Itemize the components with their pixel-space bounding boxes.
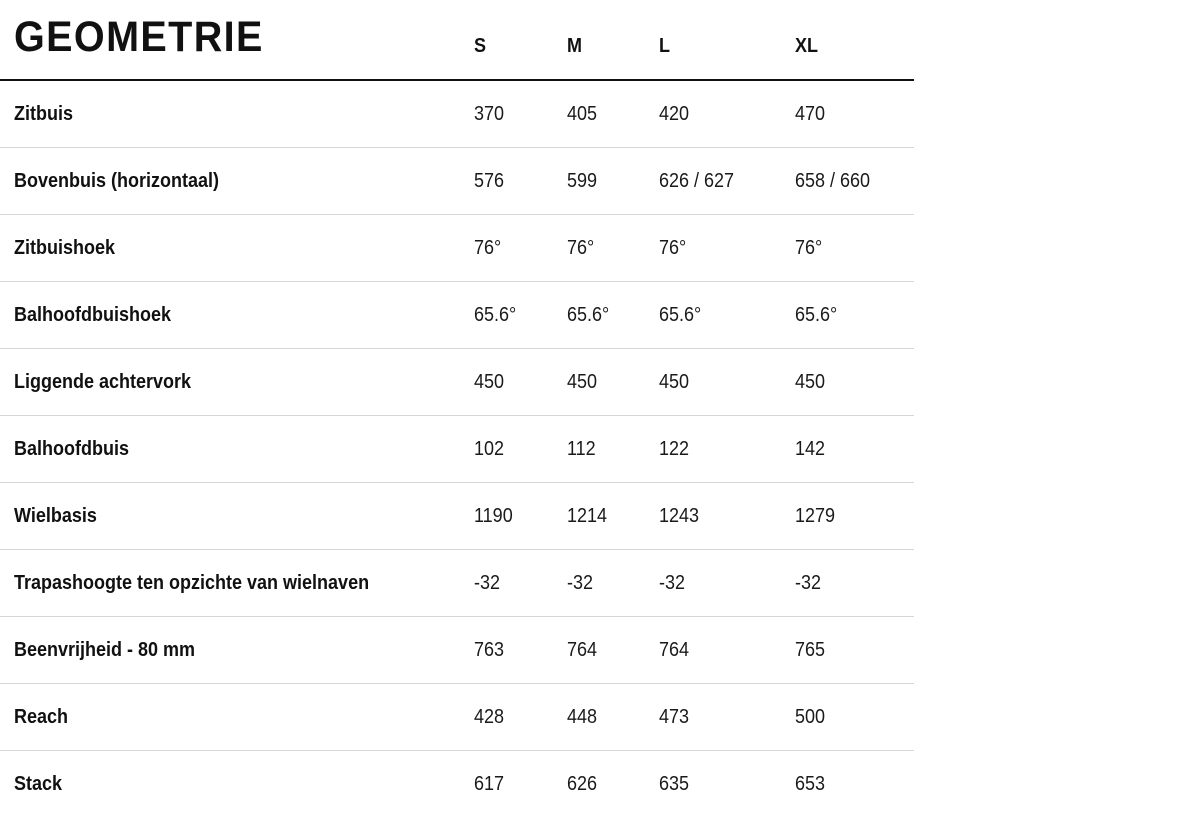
- value-m: -32: [567, 572, 594, 594]
- value-l: 122: [659, 438, 690, 460]
- value-s: 102: [474, 438, 505, 460]
- value-m: 405: [567, 103, 598, 125]
- value-xl: 658 / 660: [795, 170, 871, 192]
- value-xl: 450: [795, 371, 826, 393]
- value-m: 112: [567, 438, 596, 460]
- value-m: 448: [567, 706, 598, 728]
- size-header-l: L: [659, 35, 670, 57]
- value-xl: 653: [795, 773, 826, 795]
- row-label: Balhoofdbuishoek: [14, 304, 172, 326]
- value-l: 76°: [659, 237, 687, 259]
- value-xl: 76°: [795, 237, 823, 259]
- row-label: Trapashoogte ten opzichte van wielnaven: [14, 572, 370, 594]
- value-xl: 65.6°: [795, 304, 838, 326]
- value-s: 576: [474, 170, 505, 192]
- value-s: 1190: [474, 505, 513, 527]
- table-row: [0, 81, 914, 148]
- value-l: 626 / 627: [659, 170, 735, 192]
- row-label: Zitbuis: [14, 103, 73, 125]
- value-m: 599: [567, 170, 598, 192]
- value-m: 626: [567, 773, 598, 795]
- table-row: [0, 684, 914, 751]
- value-s: 763: [474, 639, 505, 661]
- row-label: Stack: [14, 773, 63, 795]
- table-row: [0, 148, 914, 215]
- row-label: Beenvrijheid - 80 mm: [14, 639, 196, 661]
- value-s: -32: [474, 572, 501, 594]
- value-xl: 470: [795, 103, 826, 125]
- value-m: 450: [567, 371, 598, 393]
- value-l: 450: [659, 371, 690, 393]
- table-header: [0, 0, 914, 81]
- table-row: [0, 550, 914, 617]
- size-header-m: M: [567, 35, 583, 57]
- row-label: Balhoofdbuis: [14, 438, 129, 460]
- table-row: [0, 617, 914, 684]
- value-xl: 765: [795, 639, 826, 661]
- value-l: 764: [659, 639, 690, 661]
- row-label: Zitbuishoek: [14, 237, 116, 259]
- row-label: Wielbasis: [14, 505, 97, 527]
- row-label: Reach: [14, 706, 69, 728]
- table-row: [0, 416, 914, 483]
- table-body: [0, 81, 914, 817]
- value-m: 65.6°: [567, 304, 610, 326]
- row-label: Liggende achtervork: [14, 371, 192, 393]
- value-l: 473: [659, 706, 690, 728]
- value-s: 450: [474, 371, 505, 393]
- value-m: 76°: [567, 237, 595, 259]
- table-row: [0, 349, 914, 416]
- value-l: 635: [659, 773, 690, 795]
- value-l: 65.6°: [659, 304, 702, 326]
- value-xl: 500: [795, 706, 826, 728]
- table-row: [0, 483, 914, 550]
- table-row: [0, 215, 914, 282]
- value-l: 1243: [659, 505, 700, 527]
- value-xl: -32: [795, 572, 822, 594]
- size-header-xl: XL: [795, 35, 819, 57]
- value-l: -32: [659, 572, 686, 594]
- value-s: 65.6°: [474, 304, 517, 326]
- row-label: Bovenbuis (horizontaal): [14, 170, 220, 192]
- value-xl: 1279: [795, 505, 836, 527]
- value-s: 76°: [474, 237, 502, 259]
- page-title: GEOMETRIE: [14, 13, 264, 61]
- value-s: 617: [474, 773, 505, 795]
- table-row: [0, 751, 914, 817]
- value-xl: 142: [795, 438, 826, 460]
- table-row: [0, 282, 914, 349]
- value-s: 370: [474, 103, 505, 125]
- value-s: 428: [474, 706, 505, 728]
- value-m: 764: [567, 639, 598, 661]
- size-header-s: S: [474, 35, 487, 57]
- value-l: 420: [659, 103, 690, 125]
- value-m: 1214: [567, 505, 608, 527]
